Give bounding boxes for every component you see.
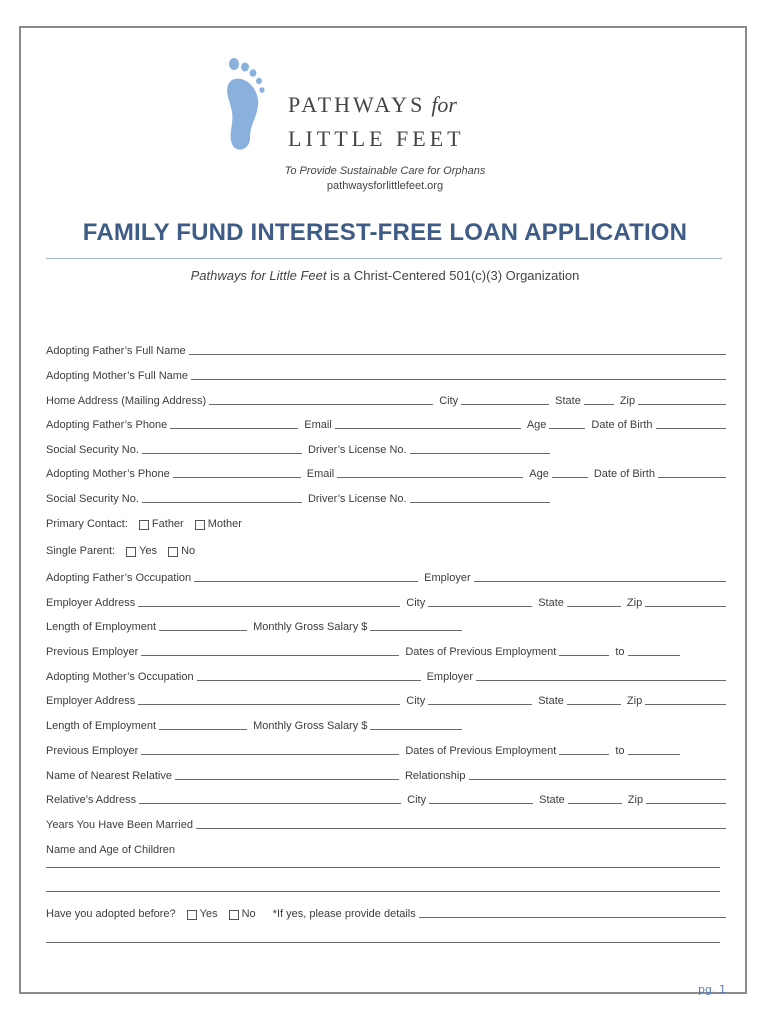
father-previous-to-field[interactable] — [628, 644, 680, 656]
primary-contact-row: Primary Contact: Father Mother — [46, 518, 242, 530]
home-city-field[interactable] — [461, 393, 549, 405]
subtitle: Pathways for Little Feet is a Christ-Centered 501(c)(3) Organization — [190, 268, 580, 283]
single-parent-no-checkbox[interactable] — [168, 547, 178, 557]
adopted-yes-checkbox[interactable] — [187, 910, 197, 920]
mother-employer-address-field[interactable] — [138, 693, 400, 705]
home-state-field[interactable] — [584, 393, 614, 405]
father-previous-from-field[interactable] — [559, 644, 609, 656]
logo-for: for — [431, 92, 457, 117]
mother-employer-city-field[interactable] — [428, 693, 532, 705]
mother-phone-row: Adopting Mother’s Phone Email Age Date of Birth — [46, 464, 726, 480]
father-occupation-row: Adopting Father’s Occupation Employer — [46, 568, 726, 584]
logo-line-2: LITTLE FEET — [288, 126, 465, 151]
mother-email-field[interactable] — [337, 466, 523, 478]
father-length-row: Length of Employment Monthly Gross Salary $ — [46, 617, 726, 633]
mother-name-field[interactable] — [191, 368, 726, 380]
father-email-field[interactable] — [335, 417, 521, 429]
relationship-field[interactable] — [469, 768, 727, 780]
father-phone-row: Adopting Father’s Phone Email Age Date of Birth — [46, 415, 726, 431]
mother-license-field[interactable] — [410, 491, 550, 503]
mother-previous-row: Previous Employer Dates of Previous Employment to — [46, 741, 726, 757]
years-married-row: Years You Have Been Married — [46, 815, 726, 831]
father-employer-state-field[interactable] — [567, 595, 621, 607]
adoption-details-line-2[interactable] — [46, 942, 720, 943]
father-ssn-field[interactable] — [142, 442, 302, 454]
mother-dob-field[interactable] — [658, 466, 726, 478]
father-employer-city-field[interactable] — [428, 595, 532, 607]
father-name-row: Adopting Father’s Full Name — [46, 341, 726, 357]
mother-previous-employer-field[interactable] — [141, 743, 399, 755]
mother-checkbox[interactable] — [195, 520, 205, 530]
father-employer-field[interactable] — [474, 570, 726, 582]
mother-ssn-field[interactable] — [142, 491, 302, 503]
mother-occupation-row: Adopting Mother’s Occupation Employer — [46, 667, 726, 683]
mother-occupation-field[interactable] — [197, 669, 421, 681]
relative-city-field[interactable] — [429, 792, 533, 804]
home-address-field[interactable] — [209, 393, 433, 405]
mother-phone-field[interactable] — [173, 466, 301, 478]
father-employer-zip-field[interactable] — [645, 595, 726, 607]
father-dob-field[interactable] — [656, 417, 726, 429]
father-name-field[interactable] — [189, 343, 726, 355]
mother-employer-state-field[interactable] — [567, 693, 621, 705]
mother-age-field[interactable] — [552, 466, 588, 478]
footprint-icon — [222, 54, 270, 154]
title-divider — [46, 258, 722, 259]
mother-previous-from-field[interactable] — [559, 743, 609, 755]
father-phone-field[interactable] — [170, 417, 298, 429]
father-employer-address-field[interactable] — [138, 595, 400, 607]
mother-salary-field[interactable] — [370, 718, 462, 730]
tagline: To Provide Sustainable Care for Orphans — [284, 165, 486, 177]
father-license-field[interactable] — [410, 442, 550, 454]
father-ssn-row: Social Security No. Driver’s License No. — [46, 440, 726, 456]
nearest-relative-field[interactable] — [175, 768, 399, 780]
page-title: FAMILY FUND INTEREST-FREE LOAN APPLICATION — [82, 219, 688, 246]
website-url: pathwaysforlittlefeet.org — [326, 180, 444, 192]
logo-line-1: PATHWAYS for — [288, 92, 457, 117]
mother-employer-field[interactable] — [476, 669, 726, 681]
father-employer-address-row: Employer Address City State Zip — [46, 593, 726, 609]
single-parent-yes-checkbox[interactable] — [126, 547, 136, 557]
page-number: pg. 1 — [698, 983, 726, 996]
children-line-2[interactable] — [46, 891, 720, 892]
children-row: Name and Age of Children — [46, 844, 176, 856]
mother-name-row: Adopting Mother’s Full Name — [46, 366, 726, 382]
mother-ssn-row: Social Security No. Driver’s License No. — [46, 489, 726, 505]
children-line-1[interactable] — [46, 867, 720, 868]
father-previous-row: Previous Employer Dates of Previous Employment to — [46, 642, 726, 658]
relative-zip-field[interactable] — [646, 792, 726, 804]
mother-employer-zip-field[interactable] — [645, 693, 726, 705]
home-zip-field[interactable] — [638, 393, 726, 405]
father-salary-field[interactable] — [370, 619, 462, 631]
father-checkbox[interactable] — [139, 520, 149, 530]
adopted-no-checkbox[interactable] — [229, 910, 239, 920]
adoption-details-field[interactable] — [419, 906, 726, 918]
relative-address-row: Relative's Address City State Zip — [46, 790, 726, 806]
relative-address-field[interactable] — [139, 792, 401, 804]
father-length-field[interactable] — [159, 619, 247, 631]
adopted-before-row: Have you adopted before? Yes No *If yes, please provide details — [46, 904, 726, 920]
nearest-relative-row: Name of Nearest Relative Relationship — [46, 766, 726, 782]
mother-employer-address-row: Employer Address City State Zip — [46, 691, 726, 707]
logo — [222, 54, 522, 154]
father-occupation-field[interactable] — [194, 570, 418, 582]
mother-previous-to-field[interactable] — [628, 743, 680, 755]
relative-state-field[interactable] — [568, 792, 622, 804]
years-married-field[interactable] — [196, 817, 726, 829]
mother-length-field[interactable] — [159, 718, 247, 730]
mother-length-row: Length of Employment Monthly Gross Salary $ — [46, 716, 726, 732]
father-previous-employer-field[interactable] — [141, 644, 399, 656]
father-age-field[interactable] — [549, 417, 585, 429]
single-parent-row: Single Parent: Yes No — [46, 545, 196, 557]
home-address-row: Home Address (Mailing Address) City State Zip — [46, 391, 726, 407]
